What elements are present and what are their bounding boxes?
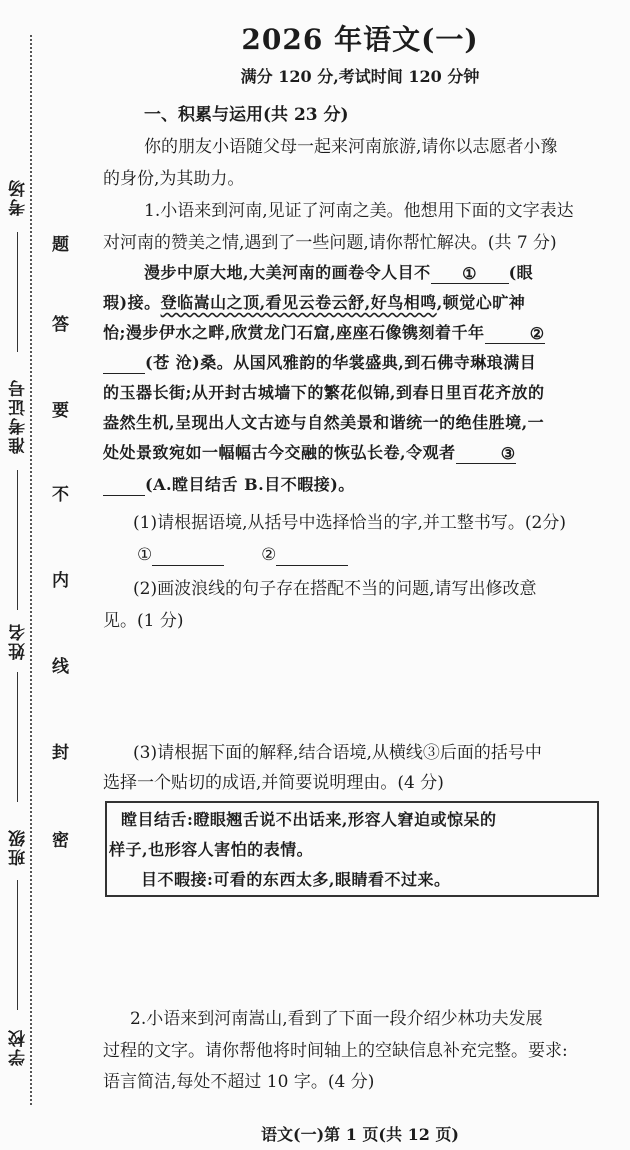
definition-text: 瞠目结舌:瞪眼翘舌说不出话来,形容人窘迫或惊呆的 <box>121 810 497 829</box>
seal-char: 密 <box>52 831 69 851</box>
exam-info: 满分 120 分,考试时间 120 分钟 <box>240 67 480 86</box>
label-exam-number: 准考证号 <box>9 378 29 454</box>
blank-3[interactable]: ③ <box>456 443 516 464</box>
seal-char: 不 <box>52 485 69 505</box>
passage-line <box>144 262 533 284</box>
label-exam-room: 考场 <box>9 178 29 216</box>
wavy-underlined-sentence: 登临嵩山之顶,看见云卷云舒,好鸟相鸣 <box>160 293 437 312</box>
passage-line <box>103 292 525 314</box>
passage-text: (苍 沧)桑。从国风雅韵的华裳盛典,到石佛寺琳琅满目 <box>145 353 537 372</box>
passage-text: 处处景致宛如一幅幅古今交融的恢弘长卷,令观者 <box>103 443 456 462</box>
blank-2-continued[interactable] <box>103 353 145 374</box>
intro-text: 的身份,为其助力。 <box>103 169 245 189</box>
subquestion-1: (1)请根据语境,从括号中选择恰当的字,并工整书写。(2分) <box>133 513 566 533</box>
exam-room-field[interactable] <box>17 232 18 352</box>
seal-char: 内 <box>52 571 69 591</box>
answer-1-field[interactable] <box>152 545 224 566</box>
subquestion-3: 选择一个贴切的成语,并简要说明理由。(4 分) <box>103 773 444 793</box>
answer-label: ② <box>261 545 277 565</box>
passage-line <box>103 322 545 344</box>
class-field[interactable] <box>17 880 18 1010</box>
seal-char: 要 <box>52 401 69 421</box>
definition-text: 样子,也形容人害怕的表情。 <box>109 840 314 859</box>
page-footer: 语文(一)第 1 页(共 12 页) <box>261 1125 459 1144</box>
passage-text: (眼 <box>508 263 534 282</box>
answer-area-2[interactable] <box>103 640 613 735</box>
intro-text: 你的朋友小语随父母一起来河南旅游,请你以志愿者小豫 <box>144 137 558 157</box>
passage-line: 的玉器长街;从开封古城墙下的繁花似锦,到春日里百花齐放的 <box>103 383 545 402</box>
passage-text: ,顿觉心旷神 <box>436 293 526 312</box>
question-1-stem: 1.小语来到河南,见证了河南之美。他想用下面的文字表达 <box>144 201 574 221</box>
name-field[interactable] <box>17 672 18 802</box>
seal-char: 答 <box>52 315 69 335</box>
answer-area-3[interactable] <box>103 900 613 995</box>
label-school: 学校 <box>9 1028 29 1066</box>
answer-label: ① <box>137 545 153 565</box>
subquestion-2: (2)画波浪线的句子存在搭配不当的问题,请写出修改意 <box>133 579 537 599</box>
question-2-stem: 2.小语来到河南嵩山,看到了下面一段介绍少林功夫发展 <box>130 1009 543 1029</box>
subquestion-2: 见。(1 分) <box>103 611 184 631</box>
passage-line <box>103 442 516 464</box>
passage-text: 瑕)接。 <box>103 293 161 312</box>
question-2-stem: 语言简洁,每处不超过 10 字。(4 分) <box>103 1072 375 1092</box>
binding-margin <box>0 0 90 1150</box>
passage-text: 漫步中原大地,大美河南的画卷令人目不 <box>144 263 431 282</box>
definition-text: 目不暇接:可看的东西太多,眼睛看不过来。 <box>141 870 451 889</box>
subquestion-3: (3)请根据下面的解释,结合语境,从横线③后面的括号中 <box>133 743 542 763</box>
seal-char: 封 <box>52 743 69 763</box>
passage-text: (A.瞠目结舌 B.目不暇接)。 <box>145 475 355 494</box>
answer-line <box>137 544 348 566</box>
label-name: 姓名 <box>9 622 29 660</box>
label-class: 班级 <box>9 828 29 866</box>
page-title: 2026 年语文(一) <box>241 23 479 56</box>
blank-1[interactable]: ① <box>431 263 509 284</box>
blank-2[interactable]: ② <box>485 323 545 344</box>
exam-number-field[interactable] <box>17 470 18 610</box>
passage-line <box>103 474 355 496</box>
passage-text: 怡;漫步伊水之畔,欣赏龙门石窟,座座石像镌刻着千年 <box>103 323 485 342</box>
question-2-stem: 过程的文字。请你帮他将时间轴上的空缺信息补充完整。要求: <box>103 1041 568 1061</box>
question-1-stem: 对河南的赞美之情,遇到了一些问题,请你帮忙解决。(共 7 分) <box>103 233 557 253</box>
definition-box <box>105 801 599 897</box>
seal-char: 线 <box>52 657 69 677</box>
section-heading: 一、积累与运用(共 23 分) <box>144 105 349 125</box>
seal-char: 题 <box>52 235 69 255</box>
answer-2-field[interactable] <box>276 545 348 566</box>
passage-line <box>103 352 536 374</box>
blank-3-continued[interactable] <box>103 475 145 496</box>
passage-line: 盎然生机,呈现出人文古迹与自然美景和谐统一的绝佳胜境,一 <box>103 413 545 432</box>
